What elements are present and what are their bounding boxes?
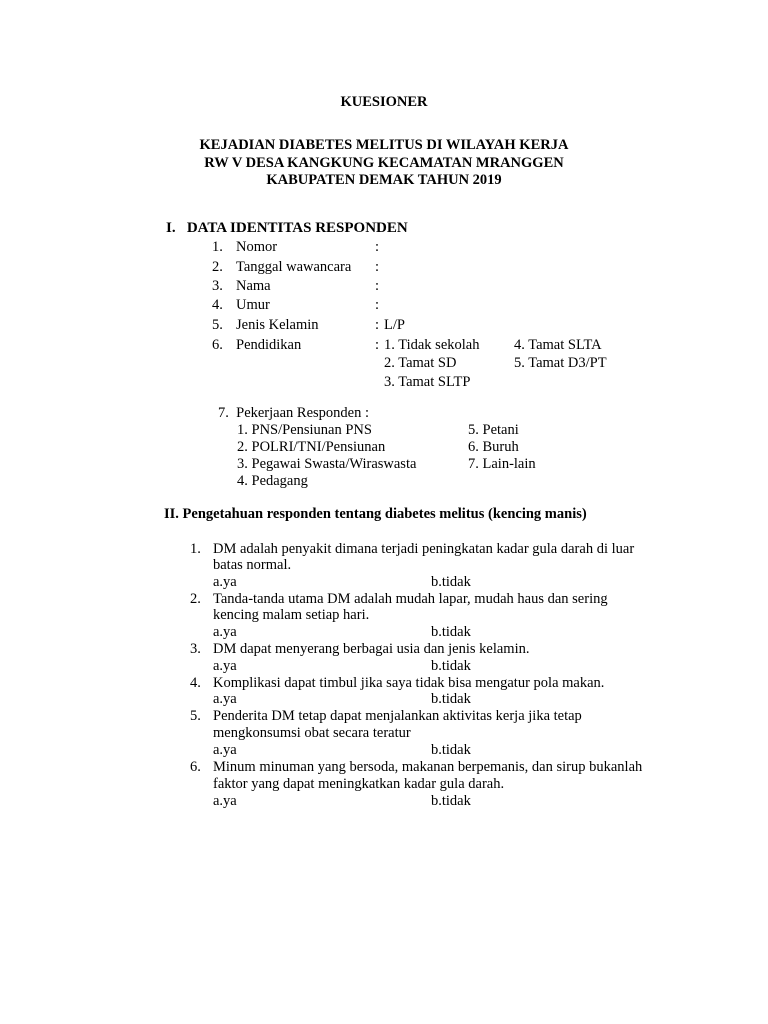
answer-option-b: b.tidak [431, 691, 471, 707]
question-number: 4. [190, 675, 201, 691]
question-text: mengkonsumsi obat secara teratur [213, 725, 411, 741]
pekerjaan-option: 3. Pegawai Swasta/Wiraswasta [237, 456, 417, 472]
question-number: 1. [190, 541, 201, 557]
answer-option-a: a.ya [213, 574, 237, 590]
question-text: kencing malam setiap hari. [213, 607, 370, 623]
field-separator: : [375, 278, 380, 294]
answer-option-a: a.ya [213, 742, 237, 758]
field-separator: : [375, 337, 380, 353]
field-label-pendidikan: Pendidikan [236, 337, 302, 353]
answer-option-a: a.ya [213, 624, 237, 640]
section-1-heading: I. DATA IDENTITAS RESPONDEN [166, 220, 408, 236]
field-number: 4. [212, 297, 223, 313]
section-2-heading: II. Pengetahuan responden tentang diabetes melitus (kencing manis) [164, 506, 587, 522]
field-label-nama: Nama [236, 278, 271, 294]
field-separator: : [375, 317, 380, 333]
pendidikan-option-4: 4. Tamat SLTA [514, 337, 602, 353]
field-label-umur: Umur [236, 297, 270, 313]
answer-option-b: b.tidak [431, 793, 471, 809]
pendidikan-option-2: 2. Tamat SD [384, 355, 457, 371]
question-text: Penderita DM tetap dapat menjalankan aktivitas kerja jika tetap [213, 708, 582, 724]
question-text: Minum minuman yang bersoda, makanan berpemanis, dan sirup bukanlah [213, 759, 643, 775]
question-number: 6. [190, 759, 201, 775]
document-title: KUESIONER [340, 94, 428, 110]
answer-option-a: a.ya [213, 793, 237, 809]
question-text: Tanda-tanda utama DM adalah mudah lapar, mudah haus dan sering [213, 591, 608, 607]
question-text: batas normal. [213, 557, 292, 573]
pekerjaan-option: 6. Buruh [468, 439, 519, 455]
pekerjaan-option: 7. Lain-lain [468, 456, 536, 472]
field-label-nomor: Nomor [236, 239, 278, 255]
field-number: 6. [212, 337, 223, 353]
pekerjaan-option: 1. PNS/Pensiunan PNS [237, 422, 372, 438]
pekerjaan-option: 4. Pedagang [237, 473, 308, 489]
question-number: 3. [190, 641, 201, 657]
question-text: Komplikasi dapat timbul jika saya tidak bisa mengatur pola makan. [213, 675, 605, 691]
field-number: 5. [212, 317, 223, 333]
pendidikan-option-1: 1. Tidak sekolah [384, 337, 480, 353]
pendidikan-option-3: 3. Tamat SLTP [384, 374, 471, 390]
pekerjaan-option: 5. Petani [468, 422, 519, 438]
pekerjaan-label: 7. Pekerjaan Responden : [218, 405, 370, 421]
field-number: 1. [212, 239, 223, 255]
answer-option-b: b.tidak [431, 742, 471, 758]
subtitle-line-3: KABUPATEN DEMAK TAHUN 2019 [266, 172, 502, 188]
subtitle-line-1: KEJADIAN DIABETES MELITUS DI WILAYAH KERJA [199, 137, 569, 153]
field-separator: : [375, 297, 380, 313]
answer-option-b: b.tidak [431, 624, 471, 640]
answer-option-b: b.tidak [431, 574, 471, 590]
question-text: DM dapat menyerang berbagai usia dan jenis kelamin. [213, 641, 530, 657]
field-number: 3. [212, 278, 223, 294]
question-text: DM adalah penyakit dimana terjadi peningkatan kadar gula darah di luar [213, 541, 635, 557]
answer-option-a: a.ya [213, 658, 237, 674]
pekerjaan-option: 2. POLRI/TNI/Pensiunan [237, 439, 386, 455]
question-number: 5. [190, 708, 201, 724]
field-value-jenis-kelamin: L/P [384, 317, 405, 333]
answer-option-b: b.tidak [431, 658, 471, 674]
field-number: 2. [212, 259, 223, 275]
question-number: 2. [190, 591, 201, 607]
field-separator: : [375, 259, 380, 275]
pendidikan-option-5: 5. Tamat D3/PT [514, 355, 607, 371]
field-separator: : [375, 239, 380, 255]
field-label-jenis-kelamin: Jenis Kelamin [236, 317, 319, 333]
subtitle-line-2: RW V DESA KANGKUNG KECAMATAN MRANGGEN [204, 155, 564, 171]
answer-option-a: a.ya [213, 691, 237, 707]
field-label-tanggal: Tanggal wawancara [236, 259, 352, 275]
question-text: faktor yang dapat meningkatkan kadar gula darah. [213, 776, 505, 792]
